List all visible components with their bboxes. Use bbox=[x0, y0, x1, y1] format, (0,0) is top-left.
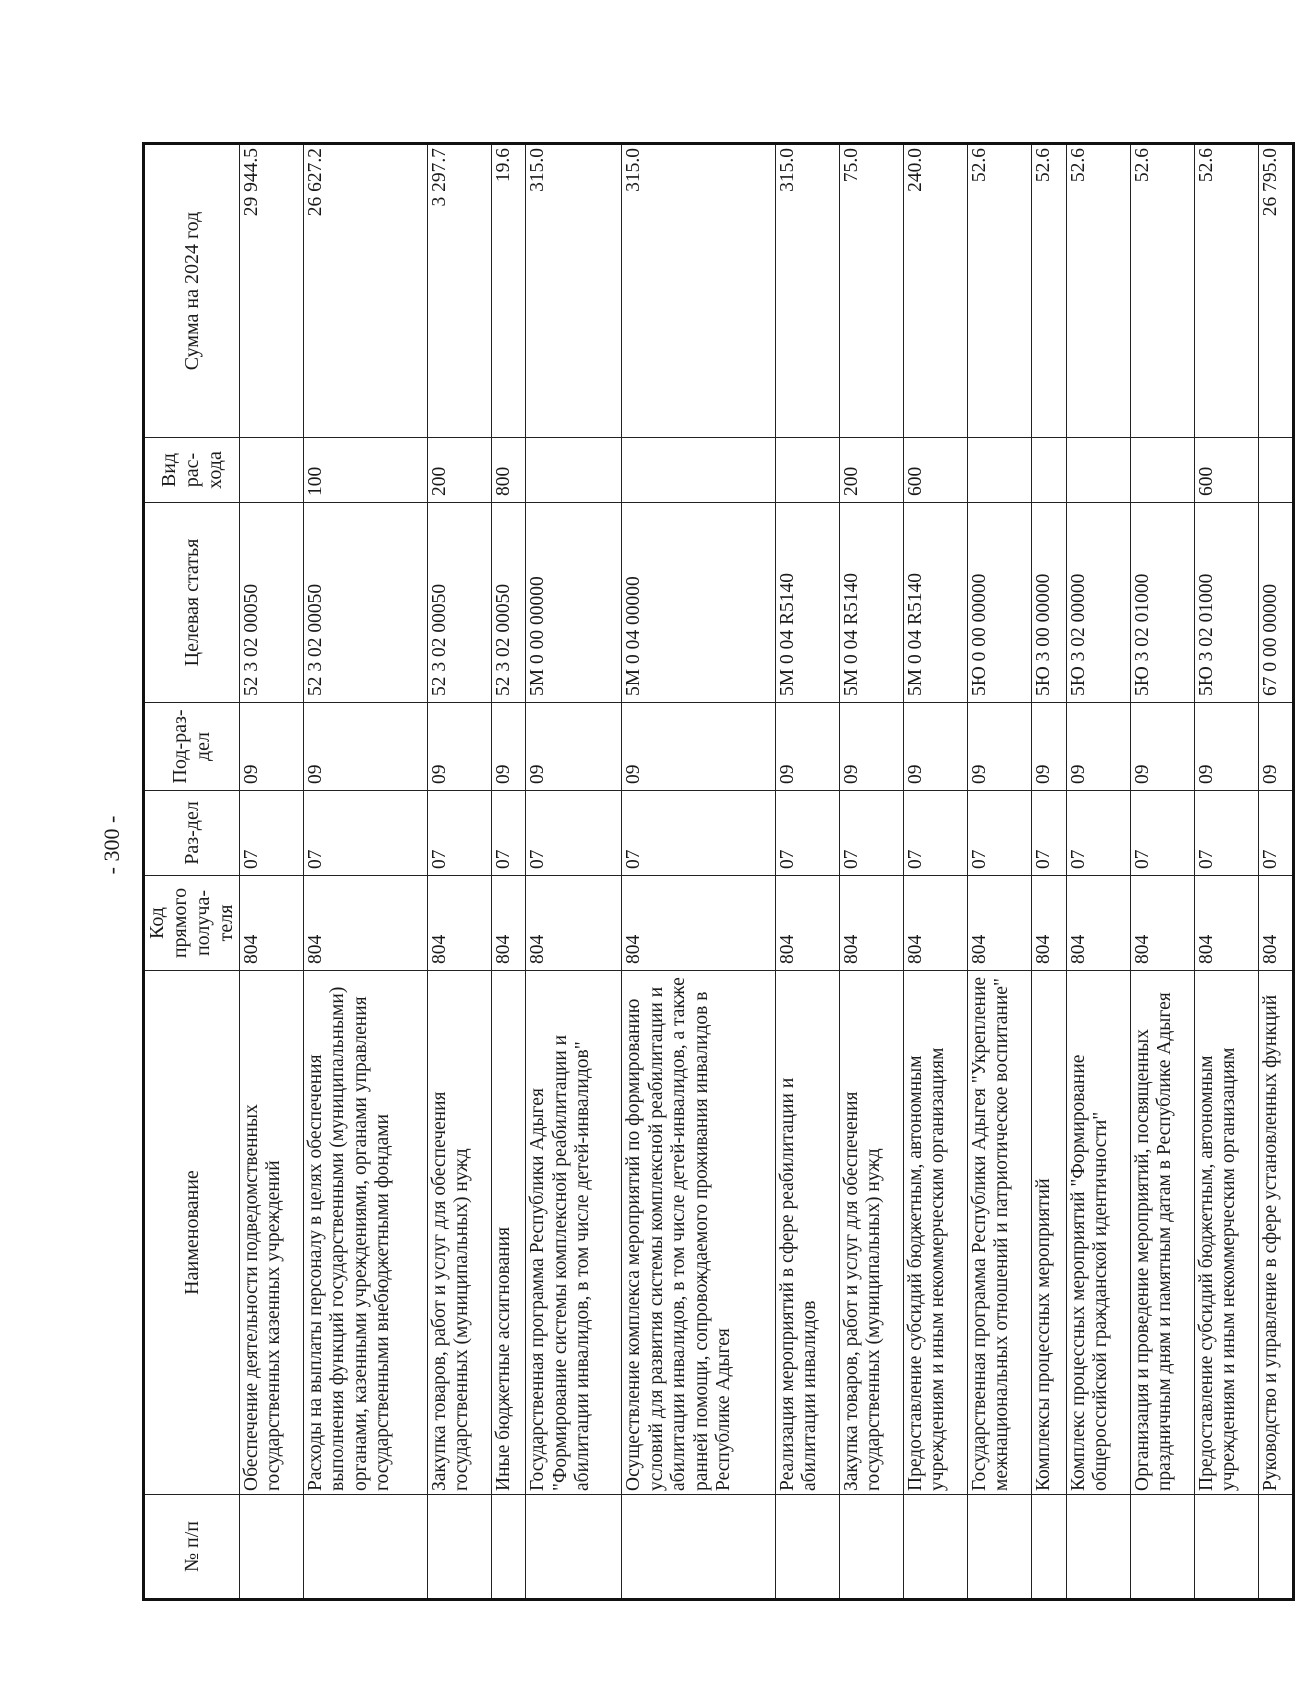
cell-target: 52 3 02 00050 bbox=[427, 503, 491, 703]
header-sum-2024: Сумма на 2024 год bbox=[144, 144, 240, 438]
table-row bbox=[967, 144, 1031, 1600]
cell-subsection: 09 bbox=[1130, 703, 1194, 791]
table-row bbox=[526, 144, 622, 1600]
cell-num bbox=[903, 1495, 967, 1600]
cell-section: 07 bbox=[491, 791, 526, 876]
table-row bbox=[491, 144, 526, 1600]
cell-expense: 200 bbox=[839, 438, 903, 503]
cell-subsection: 09 bbox=[839, 703, 903, 791]
cell-name: Реализация мероприятий в сфере реабилитации и абилитации инвалидов bbox=[775, 971, 839, 1495]
cell-sum: 75.0 bbox=[839, 144, 903, 438]
cell-subsection: 09 bbox=[1258, 703, 1293, 791]
cell-recipient: 804 bbox=[967, 876, 1031, 971]
cell-section: 07 bbox=[427, 791, 491, 876]
header-recipient-code: Код прямого получа-теля bbox=[144, 876, 240, 971]
cell-subsection: 09 bbox=[622, 703, 776, 791]
cell-num bbox=[240, 1495, 304, 1600]
cell-name: Закупка товаров, работ и услуг для обеспечения государственных (муниципальных) нужд bbox=[839, 971, 903, 1495]
cell-name: Комплексы процессных мероприятий bbox=[1031, 971, 1066, 1495]
cell-subsection: 09 bbox=[1031, 703, 1066, 791]
table-row bbox=[839, 144, 903, 1600]
cell-recipient: 804 bbox=[775, 876, 839, 971]
cell-name: Закупка товаров, работ и услуг для обеспечения государственных (муниципальных) нужд bbox=[427, 971, 491, 1495]
page-number: - 300 - bbox=[99, 815, 124, 875]
table-row bbox=[1066, 144, 1130, 1600]
cell-target: 5М 0 04 R5140 bbox=[839, 503, 903, 703]
cell-sum: 240.0 bbox=[903, 144, 967, 438]
cell-name: Иные бюджетные ассигнования bbox=[491, 971, 526, 1495]
cell-recipient: 804 bbox=[903, 876, 967, 971]
header-subsection: Под-раз-дел bbox=[144, 703, 240, 791]
cell-sum: 29 944.5 bbox=[240, 144, 304, 438]
cell-num bbox=[967, 1495, 1031, 1600]
cell-target: 5М 0 00 00000 bbox=[526, 503, 622, 703]
cell-section: 07 bbox=[1130, 791, 1194, 876]
cell-recipient: 804 bbox=[491, 876, 526, 971]
cell-sum: 26 795.0 bbox=[1258, 144, 1293, 438]
budget-table-rotated bbox=[142, 145, 1295, 1601]
table-row bbox=[775, 144, 839, 1600]
cell-recipient: 804 bbox=[622, 876, 776, 971]
cell-target: 5Ю 0 00 00000 bbox=[967, 503, 1031, 703]
cell-recipient: 804 bbox=[304, 876, 428, 971]
cell-num bbox=[1031, 1495, 1066, 1600]
cell-subsection: 09 bbox=[240, 703, 304, 791]
cell-recipient: 804 bbox=[240, 876, 304, 971]
cell-expense bbox=[1066, 438, 1130, 503]
cell-name: Государственная программа Республики Адыгея "Формирование системы комплексной реабилитации и абилитации инвалидов, в том числе детей-инвалидов" bbox=[526, 971, 622, 1495]
cell-sum: 52.6 bbox=[1031, 144, 1066, 438]
cell-sum: 3 297.7 bbox=[427, 144, 491, 438]
cell-num bbox=[427, 1495, 491, 1600]
cell-num bbox=[1258, 1495, 1293, 1600]
cell-name: Обеспечение деятельности подведомственных государственных казенных учреждений bbox=[240, 971, 304, 1495]
cell-expense: 100 bbox=[304, 438, 428, 503]
cell-subsection: 09 bbox=[1066, 703, 1130, 791]
cell-expense: 600 bbox=[903, 438, 967, 503]
cell-sum: 52.6 bbox=[1066, 144, 1130, 438]
cell-target: 5Ю 3 02 00000 bbox=[1066, 503, 1130, 703]
cell-num bbox=[526, 1495, 622, 1600]
cell-target: 5Ю 3 02 01000 bbox=[1130, 503, 1194, 703]
cell-section: 07 bbox=[622, 791, 776, 876]
cell-num bbox=[622, 1495, 776, 1600]
cell-target: 5Ю 3 00 00000 bbox=[1031, 503, 1066, 703]
cell-recipient: 804 bbox=[1130, 876, 1194, 971]
cell-section: 07 bbox=[1031, 791, 1066, 876]
cell-expense bbox=[240, 438, 304, 503]
cell-num bbox=[1130, 1495, 1194, 1600]
cell-subsection: 09 bbox=[491, 703, 526, 791]
cell-sum: 19.6 bbox=[491, 144, 526, 438]
table-row bbox=[903, 144, 967, 1600]
cell-target: 5М 0 04 00000 bbox=[622, 503, 776, 703]
cell-section: 07 bbox=[839, 791, 903, 876]
cell-recipient: 804 bbox=[1031, 876, 1066, 971]
cell-expense: 200 bbox=[427, 438, 491, 503]
cell-expense bbox=[1258, 438, 1293, 503]
cell-subsection: 09 bbox=[1194, 703, 1258, 791]
cell-recipient: 804 bbox=[839, 876, 903, 971]
cell-section: 07 bbox=[304, 791, 428, 876]
header-target-article: Целевая статья bbox=[144, 503, 240, 703]
cell-num bbox=[1194, 1495, 1258, 1600]
cell-recipient: 804 bbox=[1194, 876, 1258, 971]
cell-expense bbox=[526, 438, 622, 503]
cell-section: 07 bbox=[967, 791, 1031, 876]
cell-name: Комплекс процессных мероприятий "Формирование общероссийской гражданской идентичности" bbox=[1066, 971, 1130, 1495]
header-section: Раз-дел bbox=[144, 791, 240, 876]
cell-sum: 315.0 bbox=[622, 144, 776, 438]
cell-name: Осуществление комплекса мероприятий по формированию условий для развития системы комплексной реабилитации и абилитации инвалидов, в том числе детей-инвалидов, а также ранней помощи, сопровождаемого проживания инвалидов в Республике Адыгея bbox=[622, 971, 776, 1495]
cell-subsection: 09 bbox=[775, 703, 839, 791]
cell-num bbox=[491, 1495, 526, 1600]
cell-section: 07 bbox=[1258, 791, 1293, 876]
table-row bbox=[1031, 144, 1066, 1600]
cell-recipient: 804 bbox=[526, 876, 622, 971]
cell-expense bbox=[1130, 438, 1194, 503]
table-row bbox=[1194, 144, 1258, 1600]
cell-name: Предоставление субсидий бюджетным, автономным учреждениям и иным некоммерческим организациям bbox=[903, 971, 967, 1495]
cell-expense bbox=[622, 438, 776, 503]
cell-sum: 52.6 bbox=[967, 144, 1031, 438]
cell-recipient: 804 bbox=[427, 876, 491, 971]
cell-target: 5Ю 3 02 01000 bbox=[1194, 503, 1258, 703]
cell-expense: 800 bbox=[491, 438, 526, 503]
cell-num bbox=[1066, 1495, 1130, 1600]
budget-table bbox=[142, 142, 1295, 1601]
cell-target: 52 3 02 00050 bbox=[304, 503, 428, 703]
cell-subsection: 09 bbox=[903, 703, 967, 791]
cell-section: 07 bbox=[1066, 791, 1130, 876]
cell-name: Организация и проведение мероприятий, посвященных праздничным дням и памятным датам в Республике Адыгея bbox=[1130, 971, 1194, 1495]
cell-target: 52 3 02 00050 bbox=[240, 503, 304, 703]
cell-section: 07 bbox=[775, 791, 839, 876]
cell-expense bbox=[775, 438, 839, 503]
cell-name: Расходы на выплаты персоналу в целях обеспечения выполнения функций государственными (муниципальными) органами, казенными учреждениями, органами управления государственными внебюджетными фондами bbox=[304, 971, 428, 1495]
cell-name: Государственная программа Республики Адыгея "Укрепление межнациональных отношений и патриотическое воспитание" bbox=[967, 971, 1031, 1495]
table-row bbox=[240, 144, 304, 1600]
cell-sum: 52.6 bbox=[1194, 144, 1258, 438]
cell-name: Предоставление субсидий бюджетным, автономным учреждениям и иным некоммерческим организациям bbox=[1194, 971, 1258, 1495]
table-row bbox=[622, 144, 776, 1600]
cell-section: 07 bbox=[240, 791, 304, 876]
cell-num bbox=[775, 1495, 839, 1600]
cell-num bbox=[839, 1495, 903, 1600]
cell-recipient: 804 bbox=[1258, 876, 1293, 971]
cell-num bbox=[304, 1495, 428, 1600]
cell-subsection: 09 bbox=[967, 703, 1031, 791]
cell-recipient: 804 bbox=[1066, 876, 1130, 971]
header-name: Наименование bbox=[144, 971, 240, 1495]
cell-expense bbox=[967, 438, 1031, 503]
cell-expense bbox=[1031, 438, 1066, 503]
cell-target: 5М 0 04 R5140 bbox=[775, 503, 839, 703]
table-row bbox=[1130, 144, 1194, 1600]
header-num: № п/п bbox=[144, 1495, 240, 1600]
cell-target: 52 3 02 00050 bbox=[491, 503, 526, 703]
cell-section: 07 bbox=[526, 791, 622, 876]
cell-target: 5М 0 04 R5140 bbox=[903, 503, 967, 703]
cell-section: 07 bbox=[903, 791, 967, 876]
cell-target: 67 0 00 00000 bbox=[1258, 503, 1293, 703]
cell-sum: 52.6 bbox=[1130, 144, 1194, 438]
table-row bbox=[427, 144, 491, 1600]
cell-sum: 315.0 bbox=[526, 144, 622, 438]
cell-name: Руководство и управление в сфере установленных функций bbox=[1258, 971, 1293, 1495]
table-row bbox=[1258, 144, 1293, 1600]
header-expense-type: Вид рас-хода bbox=[144, 438, 240, 503]
cell-sum: 26 627.2 bbox=[304, 144, 428, 438]
cell-section: 07 bbox=[1194, 791, 1258, 876]
cell-subsection: 09 bbox=[304, 703, 428, 791]
table-header-row bbox=[144, 144, 240, 1600]
table-row bbox=[304, 144, 428, 1600]
cell-subsection: 09 bbox=[427, 703, 491, 791]
cell-expense: 600 bbox=[1194, 438, 1258, 503]
cell-sum: 315.0 bbox=[775, 144, 839, 438]
cell-subsection: 09 bbox=[526, 703, 622, 791]
